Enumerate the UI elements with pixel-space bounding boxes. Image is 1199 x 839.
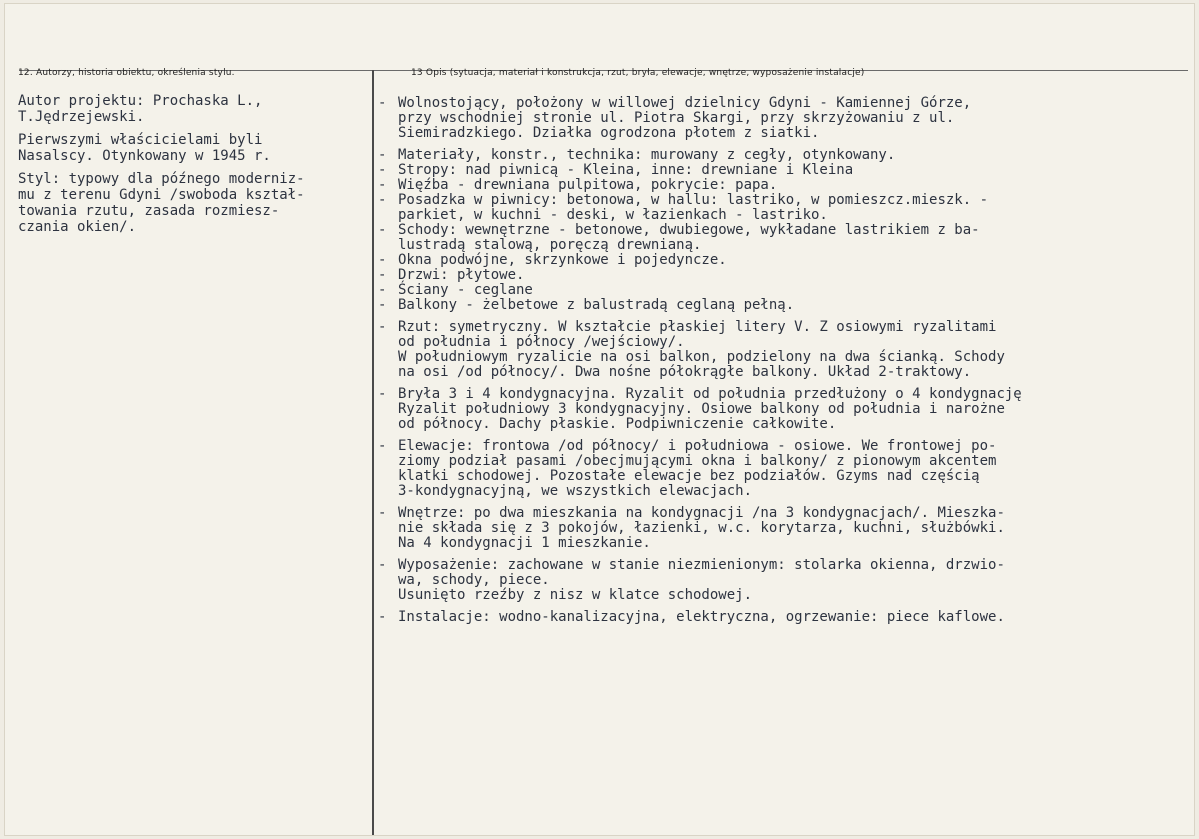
dash-marker: -: [378, 252, 387, 268]
item-text: Okna podwójne, skrzynkowe i pojedyncze.: [398, 252, 727, 268]
list-item: [378, 558, 1168, 603]
list-item: [378, 253, 1168, 268]
list-item: [378, 283, 1168, 298]
dash-marker: -: [378, 192, 387, 208]
dash-marker: -: [378, 282, 387, 298]
list-item: [378, 148, 1168, 163]
item-text: Rzut: symetryczny. W kształcie płaskiej litery V. Z osiowymi ryzalitami od południa i północy /wejściowy/. W południowym ryzalicie na osi balkon, podzielony na dwa ścianką. Schody na osi /od północy/. Dwa nośne półokrągłe balkony. Układ 2-traktowy.: [398, 319, 1005, 380]
item-text: Wnętrze: po dwa mieszkania na kondygnacji /na 3 kondygnacjach/. Mieszka- nie składa się z 3 pokojów, łazienki, w.c. korytarza, kuchni, służbówki. Na 4 kondygnacji 1 mieszkanie.: [398, 505, 1005, 551]
authors-paragraph: Autor projektu: Prochaska L., T.Jędrzejewski.: [18, 93, 263, 125]
item-text: Wolnostojący, położony w willowej dzielnicy Gdyni - Kamiennej Górze, przy wschodniej stronie ul. Piotra Skargi, przy skrzyżowaniu z ul. Siemiradzkiego. Działka ogrodzona płotem z siatki.: [398, 95, 972, 141]
list-item: [378, 439, 1168, 499]
list-item: [378, 298, 1168, 313]
item-text: Drzwi: płytowe.: [398, 267, 525, 283]
dash-marker: -: [378, 297, 387, 313]
list-item: [378, 178, 1168, 193]
list-item: [378, 268, 1168, 283]
item-text: Elewacje: frontowa /od północy/ i południowa - osiowe. We frontowej po- ziomy podział pasami /obecjmującymi okna i balkony/ z pionowym akcentem klatki schodowej. Pozostałe elewacje bez podziałów. Gzyms nad częścią 3-kondygnacyjną, we wszystkich elewacjach.: [398, 438, 997, 499]
item-text: Stropy: nad piwnicą - Kleina, inne: drewniane i Kleina: [398, 162, 854, 178]
list-item: [378, 223, 1168, 253]
item-text: Więźba - drewniana pulpitowa, pokrycie: papa.: [398, 177, 778, 193]
dash-marker: -: [378, 95, 387, 111]
section-13-heading: 13 Opis (sytuacja, materiał i konstrukcja, rzut, bryła, elewacje, wnętrze, wyposażenie instalacje): [411, 68, 865, 78]
item-text: Wyposażenie: zachowane w stanie niezmienionym: stolarka okienna, drzwio- wa, schody, piece. Usunięto rzeźby z nisz w klatce schodowej.: [398, 557, 1005, 603]
list-item: [378, 387, 1168, 432]
item-text: Instalacje: wodno-kanalizacyjna, elektryczna, ogrzewanie: piece kaflowe.: [398, 609, 1005, 625]
dash-marker: -: [378, 438, 387, 454]
dash-marker: -: [378, 319, 387, 335]
item-text: Ściany - ceglane: [398, 282, 533, 298]
dash-marker: -: [378, 609, 387, 625]
authors-history-column: [18, 93, 363, 242]
column-divider: [372, 70, 374, 835]
item-text: Materiały, konstr., technika: murowany z cegły, otynkowany.: [398, 147, 896, 163]
list-item: [378, 320, 1168, 380]
dash-marker: -: [378, 177, 387, 193]
list-item: [378, 610, 1168, 625]
item-text: Posadzka w piwnicy: betonowa, w hallu: lastriko, w pomieszcz.mieszk. - parkiet, w kuchni - deski, w łazienkach - lastriko.: [398, 192, 989, 223]
dash-marker: -: [378, 557, 387, 573]
dash-marker: -: [378, 162, 387, 178]
list-item: [378, 506, 1168, 551]
list-item: [378, 163, 1168, 178]
item-text: Balkony - żelbetowe z balustradą ceglaną pełną.: [398, 297, 795, 313]
dash-marker: -: [378, 147, 387, 163]
dash-marker: -: [378, 267, 387, 283]
list-item: [378, 96, 1168, 141]
description-column: [378, 96, 1168, 625]
list-item: [378, 193, 1168, 223]
dash-marker: -: [378, 386, 387, 402]
item-text: Schody: wewnętrzne - betonowe, dwubiegowe, wykładane lastrikiem z ba- lustradą stalową, poręczą drewnianą.: [398, 222, 980, 253]
section-12-heading: 12. Autorzy, historia obiektu, określenia stylu.: [18, 68, 235, 78]
dash-marker: -: [378, 222, 387, 238]
item-text: Bryła 3 i 4 kondygnacyjna. Ryzalit od południa przedłużony o 4 kondygnację Ryzalit południowy 3 kondygnacyjny. Osiowe balkony od południa i narożne od północy. Dachy płaskie. Podpiwniczenie całkowite.: [398, 386, 1022, 432]
owners-paragraph: Pierwszymi właścicielami byli Nasalscy. Otynkowany w 1945 r.: [18, 132, 271, 164]
style-paragraph: Styl: typowy dla późnego moderniz- mu z terenu Gdyni /swoboda kształ- towania rzutu, zasada rozmiesz- czania okien/.: [18, 171, 305, 235]
dash-marker: -: [378, 505, 387, 521]
